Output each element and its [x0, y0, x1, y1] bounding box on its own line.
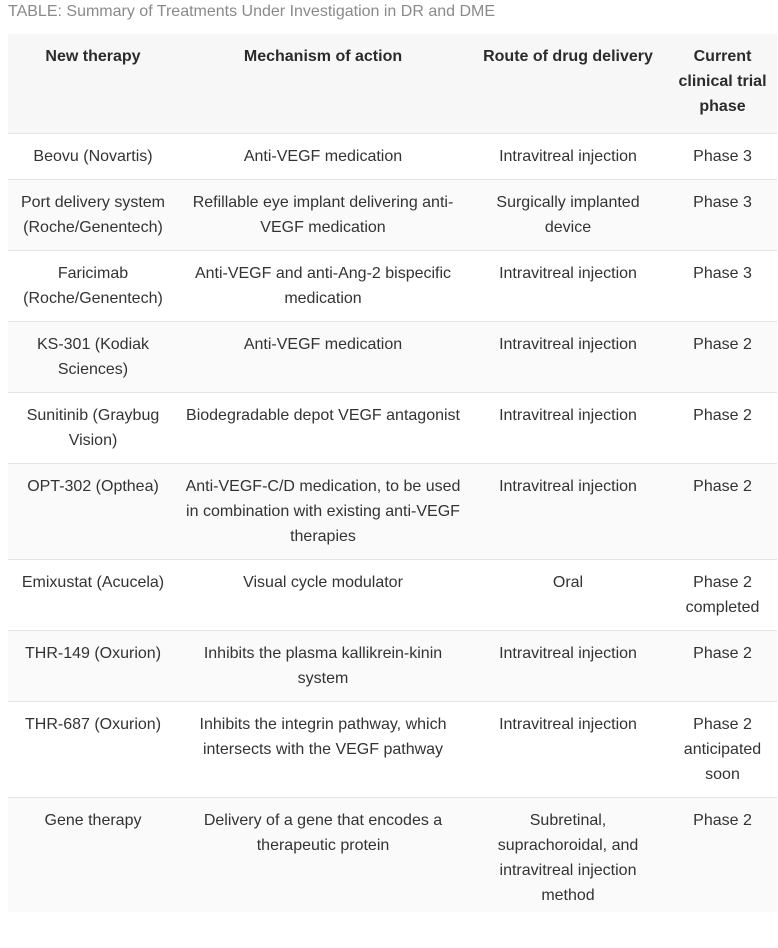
cell-mechanism: Delivery of a gene that encodes a therapeutic protein — [178, 798, 468, 913]
header-row — [8, 34, 777, 134]
cell-therapy: Gene therapy — [8, 798, 178, 913]
cell-mechanism: Anti-VEGF-C/D medication, to be used in combination with existing anti-VEGF therapies — [178, 464, 468, 560]
cell-mechanism: Inhibits the integrin pathway, which intersects with the VEGF pathway — [178, 702, 468, 798]
cell-therapy: Port delivery system (Roche/Genentech) — [8, 180, 178, 251]
cell-route: Surgically implanted device — [468, 180, 668, 251]
table-row — [8, 322, 777, 393]
cell-mechanism: Refillable eye implant delivering anti-VEGF medication — [178, 180, 468, 251]
cell-therapy: KS-301 (Kodiak Sciences) — [8, 322, 178, 393]
cell-mechanism: Visual cycle modulator — [178, 560, 468, 631]
cell-therapy: Faricimab (Roche/Genentech) — [8, 251, 178, 322]
cell-therapy: Sunitinib (Graybug Vision) — [8, 393, 178, 464]
header-route: Route of drug delivery — [483, 48, 653, 65]
cell-phase: Phase 2 — [668, 393, 777, 464]
cell-phase: Phase 2 — [668, 798, 777, 913]
cell-mechanism: Anti-VEGF and anti-Ang-2 bispecific medication — [178, 251, 468, 322]
cell-phase: Phase 3 — [668, 134, 777, 180]
cell-route: Intravitreal injection — [468, 322, 668, 393]
cell-phase: Phase 2 completed — [668, 560, 777, 631]
cell-route: Intravitreal injection — [468, 464, 668, 560]
header-phase: Current clinical trial phase — [678, 48, 767, 115]
table-row — [8, 393, 777, 464]
cell-route: Intravitreal injection — [468, 702, 668, 798]
table-row — [8, 251, 777, 322]
cell-therapy: THR-687 (Oxurion) — [8, 702, 178, 798]
cell-therapy: Emixustat (Acucela) — [8, 560, 178, 631]
treatments-table — [8, 34, 777, 912]
cell-phase: Phase 3 — [668, 251, 777, 322]
cell-route: Intravitreal injection — [468, 251, 668, 322]
cell-phase: Phase 3 — [668, 180, 777, 251]
header-mechanism: Mechanism of action — [243, 48, 403, 65]
table-row — [8, 560, 777, 631]
table-row — [8, 464, 777, 560]
cell-route: Intravitreal injection — [468, 631, 668, 702]
cell-mechanism: Anti-VEGF medication — [178, 322, 468, 393]
table-row — [8, 134, 777, 180]
cell-route: Intravitreal injection — [468, 134, 668, 180]
cell-route: Subretinal, suprachoroidal, and intravitreal injection method — [468, 798, 668, 913]
cell-mechanism: Biodegradable depot VEGF antagonist — [178, 393, 468, 464]
table-caption: TABLE: Summary of Treatments Under Investigation in DR and DME — [8, 3, 496, 20]
table-row — [8, 631, 777, 702]
cell-therapy: THR-149 (Oxurion) — [8, 631, 178, 702]
table-row — [8, 702, 777, 798]
table-row — [8, 798, 777, 913]
cell-phase: Phase 2 — [668, 631, 777, 702]
table-row — [8, 180, 777, 251]
cell-route: Intravitreal injection — [468, 393, 668, 464]
cell-mechanism: Inhibits the plasma kallikrein-kinin system — [178, 631, 468, 702]
cell-phase: Phase 2 — [668, 322, 777, 393]
cell-therapy: OPT-302 (Opthea) — [8, 464, 178, 560]
cell-therapy: Beovu (Novartis) — [8, 134, 178, 180]
cell-route: Oral — [468, 560, 668, 631]
cell-phase: Phase 2 — [668, 464, 777, 560]
header-new-therapy: New therapy — [45, 48, 141, 65]
cell-phase: Phase 2 anticipated soon — [668, 702, 777, 798]
cell-mechanism: Anti-VEGF medication — [178, 134, 468, 180]
